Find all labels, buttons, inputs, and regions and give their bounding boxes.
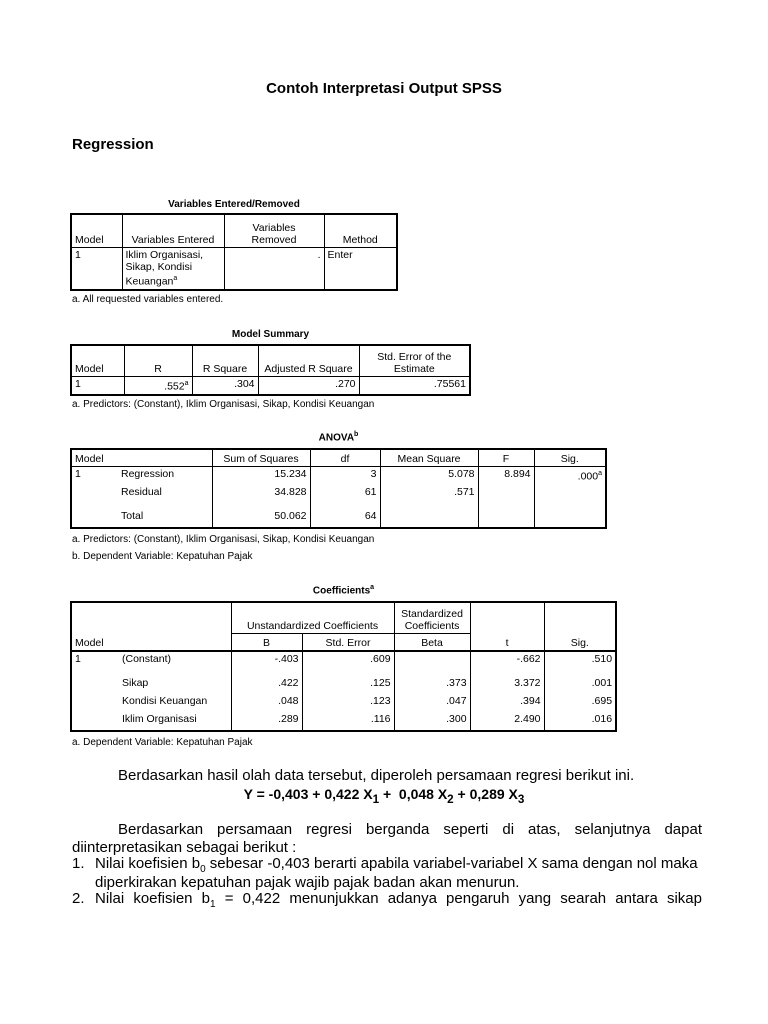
- header-r-square: R Square: [192, 345, 258, 377]
- header-b: B: [231, 634, 302, 652]
- header-adj-r-square: Adjusted R Square: [258, 345, 359, 377]
- header-removed: Variables Removed: [224, 214, 324, 248]
- row-label: Total: [121, 510, 144, 522]
- paragraph-line: Berdasarkan persamaan regresi berganda seperti di atas, selanjutnya dapat: [118, 821, 702, 838]
- model-summary-note: a. Predictors: (Constant), Iklim Organisasi, Sikap, Kondisi Keuangan: [72, 399, 375, 410]
- header-entered: Variables Entered: [122, 214, 224, 248]
- header-model: Model: [71, 214, 122, 248]
- list-item: Nilai koefisien $b_1 = 0,422$ menunjukkan adanya pengaruh yang searah antara sikap: [95, 890, 702, 910]
- header-t: t: [470, 602, 544, 651]
- header-sum-squares: Sum of Squares: [212, 449, 310, 467]
- list-item: Nilai koefisien $b_0$ sebesar -0,403 berarti apabila variabel-variabel X sama dengan nol maka: [95, 855, 698, 875]
- cell-entered: Iklim Organisasi, Sikap, Kondisi Keuangan$^a$: [122, 248, 224, 290]
- header-model: Model: [71, 449, 212, 467]
- coefficients-title: Coefficients$^a$: [312, 584, 375, 597]
- row-label: Residual: [121, 486, 162, 498]
- section-title: Regression: [72, 136, 154, 153]
- table-row: Iklim Organisasi .289 .116 .300 2.490 .016: [71, 712, 616, 731]
- row-label: Iklim Organisasi: [122, 713, 197, 725]
- header-unstd: Unstandardized Coefficients: [231, 602, 394, 634]
- coefficients-table: [70, 601, 617, 732]
- anova-note-a: a. Predictors: (Constant), Iklim Organisasi, Sikap, Kondisi Keuangan: [72, 534, 375, 545]
- variables-table: [70, 213, 398, 291]
- table-row: Residual 34.828 61 .571: [71, 485, 606, 509]
- header-beta: Beta: [394, 634, 470, 652]
- header-df: df: [310, 449, 380, 467]
- table-row: Sikap .422 .125 .373 3.372 .001: [71, 676, 616, 694]
- header-sig: Sig.: [534, 449, 606, 467]
- cell-model: 1: [71, 377, 124, 395]
- header-std-coefficients: Standardized Coefficients: [394, 602, 470, 634]
- header-std-error: Std. Error: [302, 634, 394, 652]
- cell-model: 1: [71, 248, 122, 290]
- cell-method: Enter: [327, 249, 353, 261]
- table-row: Total 50.062 64: [71, 509, 606, 528]
- header-model: Model: [71, 602, 231, 651]
- cell-r: .552$^a$: [124, 377, 192, 395]
- intro-text: Berdasarkan hasil olah data tersebut, diperoleh persamaan regresi berikut ini.: [118, 767, 635, 784]
- page-title: Contoh Interpretasi Output SPSS: [266, 80, 502, 97]
- header-model: Model: [71, 345, 124, 377]
- header-mean-square: Mean Square: [380, 449, 478, 467]
- variables-note: a. All requested variables entered.: [72, 294, 224, 305]
- table-row: Kondisi Keuangan .048 .123 .047 .394 .695: [71, 694, 616, 712]
- row-label: Kondisi Keuangan: [122, 695, 208, 707]
- model-summary-table: [70, 344, 471, 396]
- paragraph-line: diinterpretasikan sebagai berikut :: [72, 839, 297, 856]
- cell-std-error: .75561: [433, 378, 466, 390]
- header-f: F: [478, 449, 534, 467]
- anova-note-b: b. Dependent Variable: Kepatuhan Pajak: [72, 551, 253, 562]
- cell-r-square: .304: [192, 377, 258, 395]
- regression-equation: Y = -0,403 + 0,422 $X_1 + 0,048$ $X_2 + 0,289$ $X_3$: [243, 786, 525, 806]
- table-row: 1 Regression 15.234 3 5.078 8.894 .000$^a$: [71, 467, 606, 486]
- anova-title: ANOVA$^b$: [318, 431, 359, 444]
- cell-model: 1: [75, 468, 81, 480]
- header-method: Method: [324, 214, 397, 248]
- cell-model: 1: [75, 653, 81, 665]
- list-item-continued: diperkirakan kepatuhan pajak wajib pajak badan akan menurun.: [95, 874, 520, 891]
- variables-table-title: Variables Entered/Removed: [168, 199, 300, 210]
- cell-adj-r-square: .270: [258, 377, 359, 395]
- model-summary-title: Model Summary: [231, 329, 310, 340]
- row-label: (Constant): [122, 653, 172, 665]
- list-number: 1.: [72, 855, 85, 872]
- header-std-error: Std. Error of the Estimate: [359, 345, 470, 377]
- anova-table: [70, 448, 607, 529]
- cell-removed: .: [224, 248, 324, 290]
- row-label: Sikap: [122, 677, 149, 689]
- row-label: Regression: [121, 468, 175, 480]
- coefficients-note: a. Dependent Variable: Kepatuhan Pajak: [72, 737, 253, 748]
- header-sig: Sig.: [544, 602, 616, 651]
- header-r: R: [124, 345, 192, 377]
- list-number: 2.: [72, 890, 85, 907]
- table-row: 1 (Constant) -.403 .609 -.662 .510: [71, 651, 616, 676]
